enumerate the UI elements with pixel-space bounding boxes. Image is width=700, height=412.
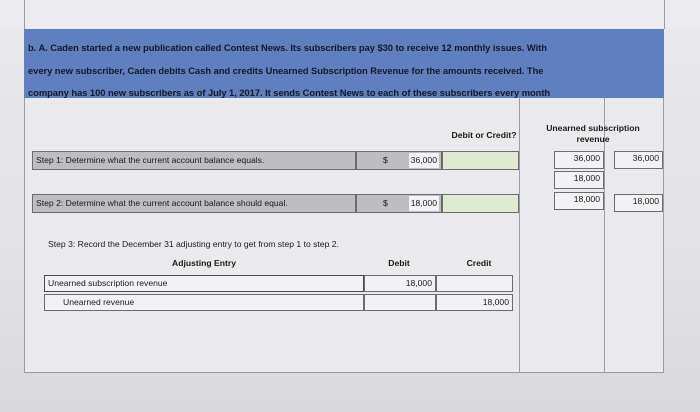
t-account-debit-cell[interactable]: 36,000 [554,151,604,169]
top-spreadsheet-band [0,0,700,28]
credit-column-header: Credit [466,258,492,268]
step1-amount-cell [356,151,442,170]
work-area [24,98,664,373]
t-account-debit-cell[interactable]: 18,000 [554,171,604,189]
unearned-revenue-header-line2: revenue [576,134,610,144]
step1-label: Step 1: Determine what the current account balance equals. [32,151,356,170]
debit-column-header: Debit [388,258,410,268]
grid-line [24,98,25,373]
grid-line [24,0,25,29]
problem-statement [24,29,664,98]
grid-line [24,372,664,373]
step2-label: Step 2: Determine what the current account balance should equal. [32,194,356,213]
problem-line: every new subscriber, Caden debits Cash and credits Unearned Subscription Revenue for the amounts received. The [28,64,544,76]
journal-account-input[interactable]: Unearned revenue [44,294,364,311]
journal-debit-input[interactable]: 18,000 [364,275,436,292]
adjusting-entry-header: Adjusting Entry [172,258,236,268]
journal-account-input[interactable]: Unearned subscription revenue [44,275,364,292]
step2-debit-credit-input[interactable] [442,194,519,213]
problem-line: company has 100 new subscribers as of July 1, 2017. It sends Contest News to each of these subscribers every month [28,87,551,98]
t-account-debit-cell[interactable]: 18,000 [554,192,604,210]
step1-value[interactable]: 36,000 [409,153,439,168]
debit-or-credit-header: Debit or Credit? [451,130,517,140]
journal-credit-input[interactable]: 18,000 [436,294,513,311]
step2-currency: $ [383,198,388,208]
unearned-revenue-header-line1: Unearned subscription [546,123,640,133]
problem-line: b. A. Caden started a new publication called Contest News. Its subscribers pay $30 to receive 12 monthly issues. With [28,42,547,54]
step1-debit-credit-input[interactable] [442,151,519,170]
step2-value[interactable]: 18,000 [409,196,439,211]
step1-currency: $ [383,155,388,165]
grid-line [664,0,665,29]
t-account-credit-cell[interactable]: 18,000 [614,194,663,212]
step3-instruction: Step 3: Record the December 31 adjusting entry to get from step 1 to step 2. [48,239,339,249]
journal-credit-input[interactable] [436,275,513,292]
step2-amount-cell [356,194,442,213]
journal-debit-input[interactable] [364,294,436,311]
grid-line [663,98,664,373]
t-account-credit-cell[interactable]: 36,000 [614,151,663,169]
